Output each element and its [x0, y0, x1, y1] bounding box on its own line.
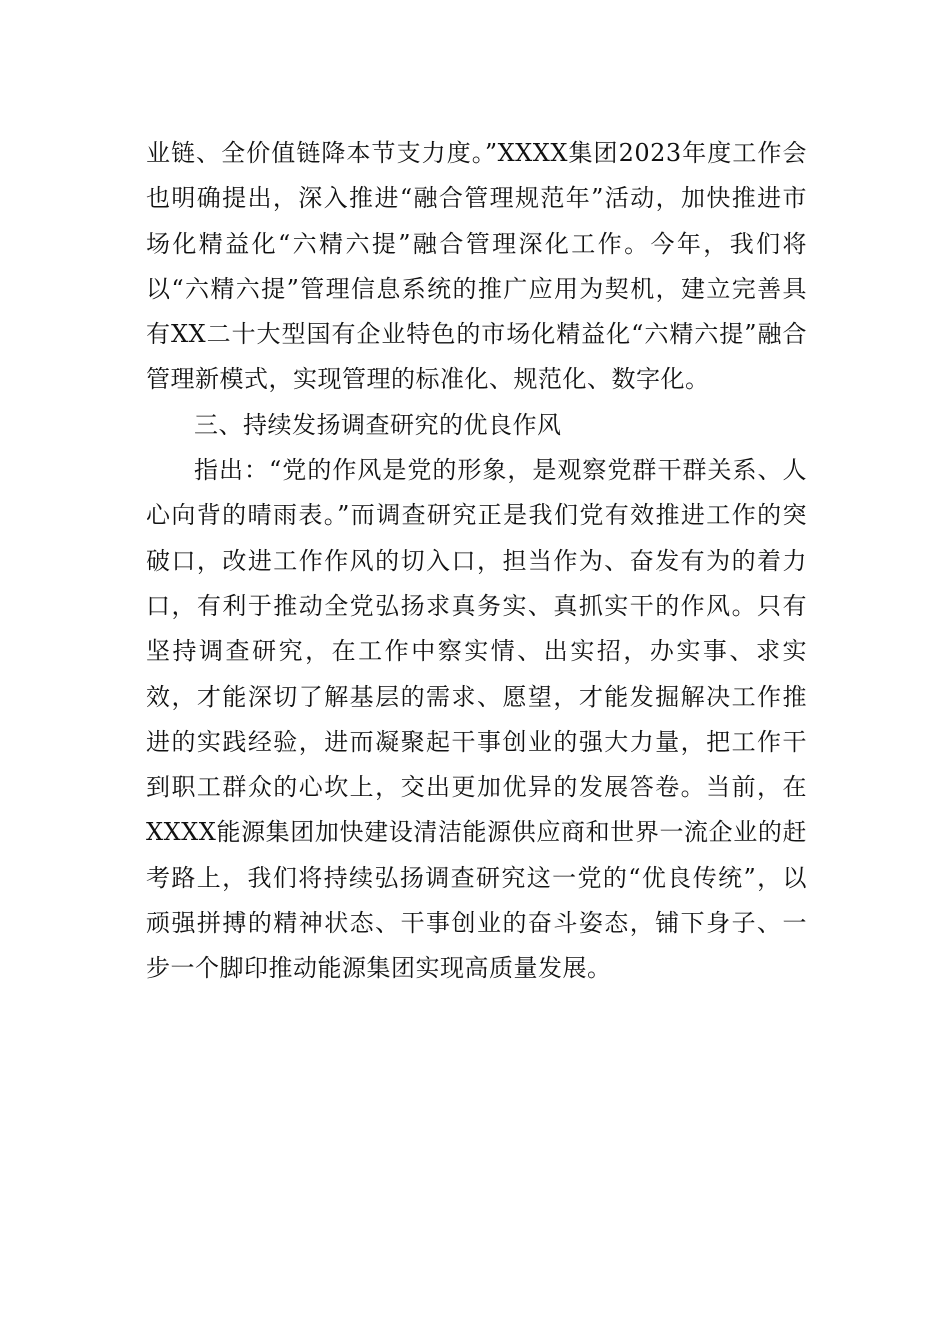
paragraph-body: 指出：“党的作风是党的形象，是观察党群干群关系、人心向背的晴雨表。”而调查研究正是我们党有效推进工作的突破口，改进工作作风的切入口，担当作为、奋发有为的着力口，有利于推动全党弘扬求真务实、真抓实干的作风。只有坚持调查研究，在工作中察实情、出实招，办实事、求实效，才能深切了解基层的需求、愿望，才能发掘解决工作推进的实践经验，进而凝聚起干事创业的强大力量，把工作干到职工群众的心坎上，交出更加优异的发展答卷。当前，在XXXX能源集团加快建设清洁能源供应商和世界一流企业的赶考路上，我们将持续弘扬调查研究这一党的“优良传统”，以顽强拼搏的精神状态、干事创业的奋斗姿态，铺下身子、一步一个脚印推动能源集团实现高质量发展。 [146, 456, 807, 983]
paragraph-continued: 业链、全价值链降本节支力度。”XXXX集团2023年度工作会也明确提出，深入推进“融合管理规范年”活动，加快推进市场化精益化“六精六提”融合管理深化工作。今年，我们将以“六精六提”管理信息系统的推广应用为契机，建立完善具有XX二十大型国有企业特色的市场化精益化“六精六提”融合管理新模式，实现管理的标准化、规范化、数字化。 [146, 139, 807, 394]
section-heading: 三、持续发扬调查研究的优良作风 [194, 410, 562, 439]
document-body [146, 131, 807, 992]
